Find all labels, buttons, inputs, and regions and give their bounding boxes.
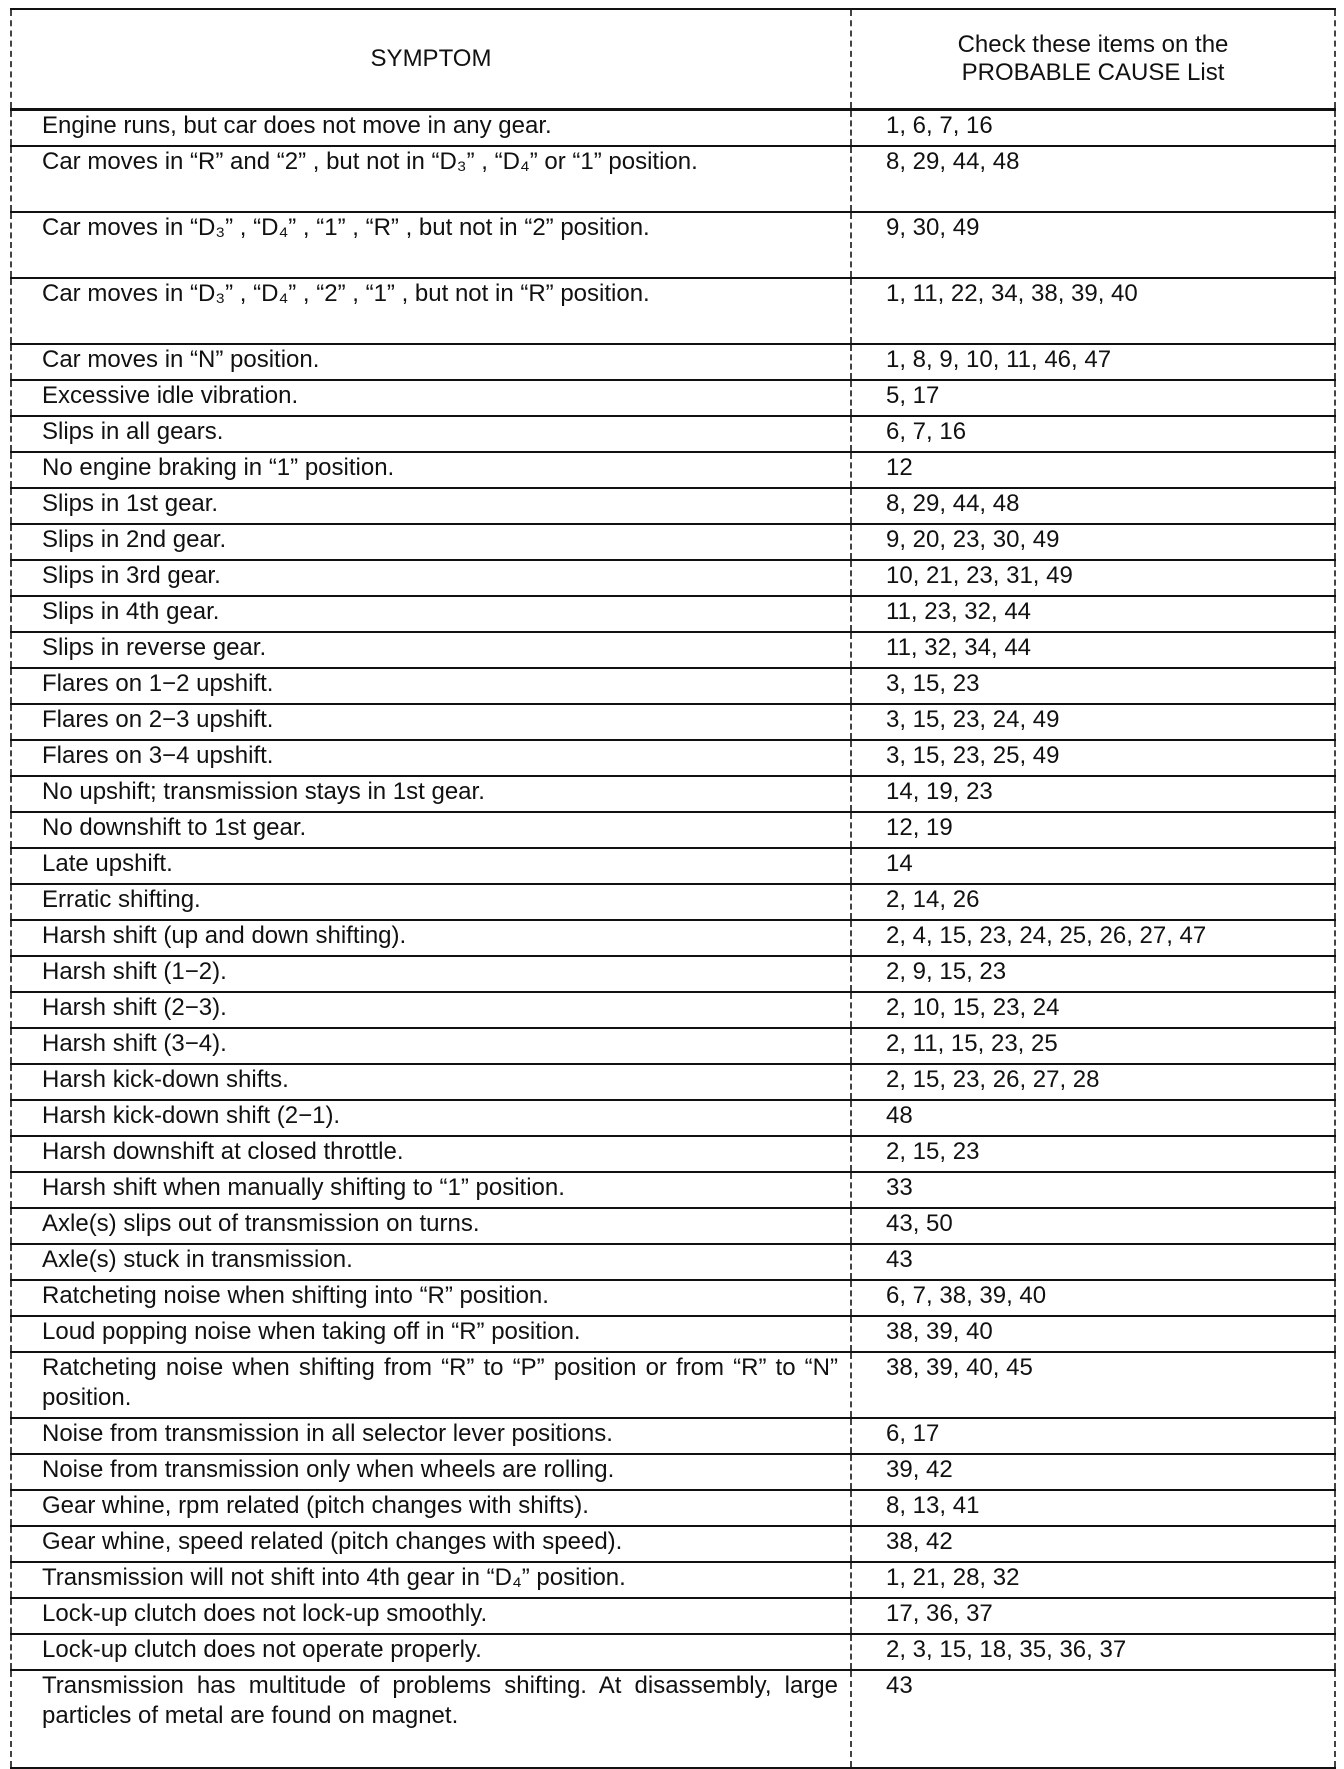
symptom-cell: Slips in 1st gear.	[11, 488, 851, 524]
troubleshooting-page	[10, 8, 1334, 1729]
cause-cell: 2, 10, 15, 23, 24	[851, 992, 1335, 1028]
cause-cell: 9, 30, 49	[851, 212, 1335, 278]
symptom-cell: Harsh downshift at closed throttle.	[11, 1136, 851, 1172]
symptom-cell: Flares on 3−4 upshift.	[11, 740, 851, 776]
cause-cell: 38, 39, 40, 45	[851, 1352, 1335, 1418]
table-row	[11, 344, 1335, 380]
symptom-cell: Flares on 1−2 upshift.	[11, 668, 851, 704]
table-row	[11, 632, 1335, 668]
symptom-cell: Slips in reverse gear.	[11, 632, 851, 668]
table-header-row	[11, 9, 1335, 110]
symptom-cell: Lock-up clutch does not lock-up smoothly.	[11, 1598, 851, 1634]
cause-cell: 2, 4, 15, 23, 24, 25, 26, 27, 47	[851, 920, 1335, 956]
table-row	[11, 1634, 1335, 1670]
cause-column-header	[851, 9, 1335, 110]
cause-cell: 12, 19	[851, 812, 1335, 848]
table-row	[11, 560, 1335, 596]
table-row	[11, 1100, 1335, 1136]
table-row	[11, 1598, 1335, 1634]
symptom-cell: Engine runs, but car does not move in any gear.	[11, 110, 851, 147]
cause-cell: 11, 23, 32, 44	[851, 596, 1335, 632]
cause-cell: 48	[851, 1100, 1335, 1136]
table-row	[11, 380, 1335, 416]
symptom-cell: Erratic shifting.	[11, 884, 851, 920]
table-row	[11, 992, 1335, 1028]
symptom-cell: Transmission will not shift into 4th gear in “D₄” position.	[11, 1562, 851, 1598]
symptom-cell: Slips in all gears.	[11, 416, 851, 452]
table-row	[11, 920, 1335, 956]
cause-cell: 1, 8, 9, 10, 11, 46, 47	[851, 344, 1335, 380]
cause-cell: 3, 15, 23	[851, 668, 1335, 704]
table-row	[11, 1280, 1335, 1316]
cause-cell: 8, 29, 44, 48	[851, 488, 1335, 524]
cause-cell: 2, 14, 26	[851, 884, 1335, 920]
cause-cell: 38, 42	[851, 1526, 1335, 1562]
symptom-cell: Harsh shift (1−2).	[11, 956, 851, 992]
symptom-cell: Car moves in “D₃” , “D₄” , “1” , “R” , but not in “2” position.	[11, 212, 851, 278]
table-row	[11, 416, 1335, 452]
cause-cell: 2, 15, 23	[851, 1136, 1335, 1172]
table-row	[11, 848, 1335, 884]
symptom-cell: Slips in 4th gear.	[11, 596, 851, 632]
table-row	[11, 1352, 1335, 1418]
table-row	[11, 596, 1335, 632]
table-row	[11, 1172, 1335, 1208]
cause-cell: 3, 15, 23, 25, 49	[851, 740, 1335, 776]
table-row	[11, 1136, 1335, 1172]
symptom-cell: Noise from transmission only when wheels are rolling.	[11, 1454, 851, 1490]
cause-cell: 43, 50	[851, 1208, 1335, 1244]
cause-cell: 39, 42	[851, 1454, 1335, 1490]
table-row	[11, 488, 1335, 524]
cause-cell: 6, 17	[851, 1418, 1335, 1454]
table-row	[11, 1418, 1335, 1454]
symptom-cell: Harsh kick-down shifts.	[11, 1064, 851, 1100]
symptom-cell: Gear whine, speed related (pitch changes with speed).	[11, 1526, 851, 1562]
symptom-cell: Car moves in “D₃” , “D₄” , “2” , “1” , but not in “R” position.	[11, 278, 851, 344]
symptom-cell: Harsh kick-down shift (2−1).	[11, 1100, 851, 1136]
cause-header-line1: Check these items on the	[957, 31, 1229, 58]
table-row	[11, 1562, 1335, 1598]
symptom-cell: Harsh shift (3−4).	[11, 1028, 851, 1064]
symptom-cell: Transmission has multitude of problems shifting. At disassembly, large particles of metal are found on magnet.	[11, 1670, 851, 1768]
cause-cell: 6, 7, 38, 39, 40	[851, 1280, 1335, 1316]
symptom-cause-table	[10, 8, 1336, 1769]
cause-header-line2: PROBABLE CAUSE List	[961, 59, 1225, 86]
cause-cell: 9, 20, 23, 30, 49	[851, 524, 1335, 560]
table-row	[11, 812, 1335, 848]
table-row	[11, 1028, 1335, 1064]
symptom-cell: Car moves in “R” and “2” , but not in “D₃” , “D₄” or “1” position.	[11, 146, 851, 212]
symptom-cell: Noise from transmission in all selector lever positions.	[11, 1418, 851, 1454]
symptom-cell: Loud popping noise when taking off in “R” position.	[11, 1316, 851, 1352]
table-row	[11, 1454, 1335, 1490]
symptom-cell: Ratcheting noise when shifting into “R” position.	[11, 1280, 851, 1316]
table-body	[11, 110, 1335, 1769]
symptom-cell: Harsh shift when manually shifting to “1” position.	[11, 1172, 851, 1208]
cause-cell: 1, 6, 7, 16	[851, 110, 1335, 147]
table-row	[11, 212, 1335, 278]
table-row	[11, 1244, 1335, 1280]
cause-cell: 11, 32, 34, 44	[851, 632, 1335, 668]
symptom-cell: Harsh shift (up and down shifting).	[11, 920, 851, 956]
symptom-cell: Car moves in “N” position.	[11, 344, 851, 380]
cause-cell: 8, 13, 41	[851, 1490, 1335, 1526]
symptom-cell: Gear whine, rpm related (pitch changes with shifts).	[11, 1490, 851, 1526]
cause-cell: 2, 9, 15, 23	[851, 956, 1335, 992]
cause-cell: 14, 19, 23	[851, 776, 1335, 812]
table-row	[11, 776, 1335, 812]
symptom-cell: Ratcheting noise when shifting from “R” to “P” position or from “R” to “N” position.	[11, 1352, 851, 1418]
symptom-cell: Excessive idle vibration.	[11, 380, 851, 416]
table-row	[11, 110, 1335, 147]
cause-cell: 1, 21, 28, 32	[851, 1562, 1335, 1598]
cause-cell: 43	[851, 1670, 1335, 1768]
table-row	[11, 146, 1335, 212]
table-row	[11, 884, 1335, 920]
cause-cell: 2, 3, 15, 18, 35, 36, 37	[851, 1634, 1335, 1670]
table-row	[11, 452, 1335, 488]
cause-cell: 10, 21, 23, 31, 49	[851, 560, 1335, 596]
cause-cell: 2, 15, 23, 26, 27, 28	[851, 1064, 1335, 1100]
table-row	[11, 524, 1335, 560]
symptom-cell: Slips in 3rd gear.	[11, 560, 851, 596]
table-row	[11, 278, 1335, 344]
symptom-cell: Slips in 2nd gear.	[11, 524, 851, 560]
cause-cell: 1, 11, 22, 34, 38, 39, 40	[851, 278, 1335, 344]
symptom-cell: No downshift to 1st gear.	[11, 812, 851, 848]
table-row	[11, 1208, 1335, 1244]
cause-cell: 33	[851, 1172, 1335, 1208]
table-row	[11, 1670, 1335, 1768]
table-row	[11, 668, 1335, 704]
symptom-cell: Late upshift.	[11, 848, 851, 884]
symptom-cell: No upshift; transmission stays in 1st gear.	[11, 776, 851, 812]
cause-cell: 3, 15, 23, 24, 49	[851, 704, 1335, 740]
cause-cell: 12	[851, 452, 1335, 488]
symptom-cell: Flares on 2−3 upshift.	[11, 704, 851, 740]
symptom-cell: Lock-up clutch does not operate properly.	[11, 1634, 851, 1670]
table-row	[11, 956, 1335, 992]
symptom-cell: Axle(s) slips out of transmission on turns.	[11, 1208, 851, 1244]
cause-cell: 14	[851, 848, 1335, 884]
symptom-cell: Harsh shift (2−3).	[11, 992, 851, 1028]
cause-cell: 6, 7, 16	[851, 416, 1335, 452]
symptom-column-header: SYMPTOM	[11, 9, 851, 110]
cause-cell: 2, 11, 15, 23, 25	[851, 1028, 1335, 1064]
table-row	[11, 1526, 1335, 1562]
symptom-cell: Axle(s) stuck in transmission.	[11, 1244, 851, 1280]
cause-cell: 43	[851, 1244, 1335, 1280]
table-row	[11, 1490, 1335, 1526]
cause-cell: 8, 29, 44, 48	[851, 146, 1335, 212]
table-row	[11, 740, 1335, 776]
cause-cell: 38, 39, 40	[851, 1316, 1335, 1352]
cause-cell: 5, 17	[851, 380, 1335, 416]
table-row	[11, 1316, 1335, 1352]
symptom-cell: No engine braking in “1” position.	[11, 452, 851, 488]
cause-cell: 17, 36, 37	[851, 1598, 1335, 1634]
table-row	[11, 1064, 1335, 1100]
table-row	[11, 704, 1335, 740]
